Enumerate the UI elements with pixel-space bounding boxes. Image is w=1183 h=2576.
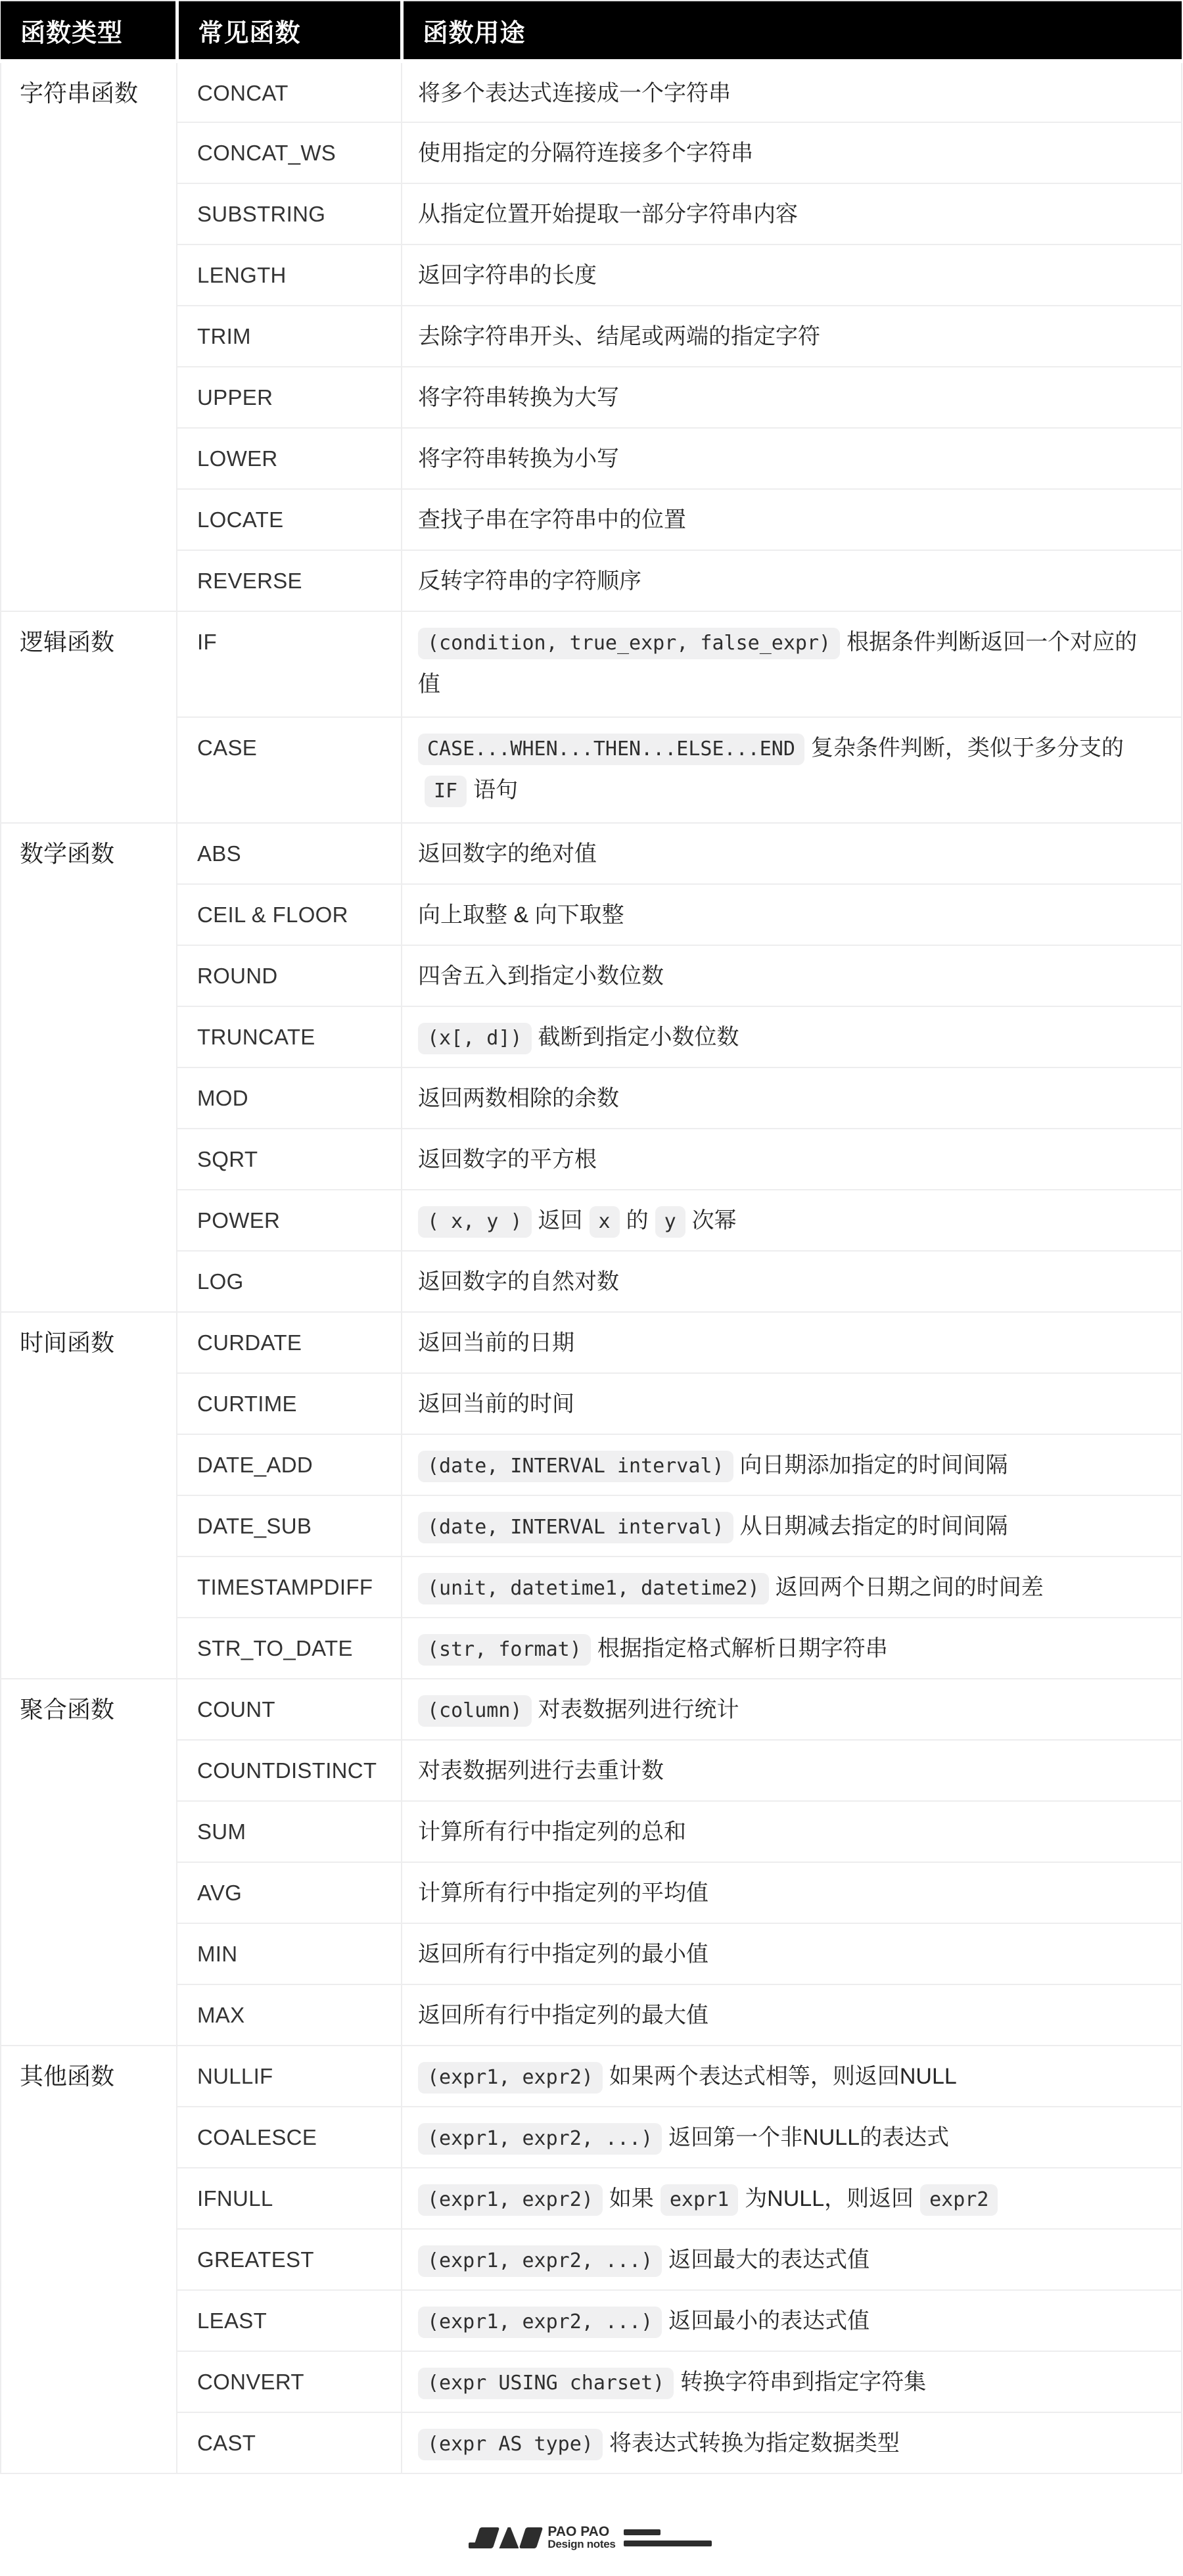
function-name-cell: CONCAT	[177, 61, 402, 122]
code-chip: (expr USING charset)	[418, 2368, 674, 2399]
usage-cell	[402, 1862, 1182, 1923]
code-chip: (unit, datetime1, datetime2)	[418, 1573, 769, 1604]
code-chip: (expr AS type)	[418, 2429, 603, 2460]
table-row	[1, 1434, 1182, 1495]
table-row	[1, 2290, 1182, 2351]
usage-cell	[402, 2046, 1182, 2107]
function-name-cell: CONVERT	[177, 2351, 402, 2412]
function-name-cell: ROUND	[177, 945, 402, 1006]
usage-text: 反转字符串的字符顺序	[418, 569, 641, 594]
usage-cell	[402, 1190, 1182, 1251]
function-name-cell: MIN	[177, 1923, 402, 1984]
usage-cell	[402, 428, 1182, 489]
usage-text: 返回所有行中指定列的最大值	[418, 2003, 708, 2028]
usage-text: 转换字符串到指定字符集	[680, 2370, 927, 2395]
usage-cell	[402, 717, 1182, 823]
usage-text: 返回数字的自然对数	[418, 1269, 619, 1294]
usage-text: 返回字符串的长度	[418, 263, 597, 288]
table-row	[1, 1679, 1182, 1740]
table-row	[1, 489, 1182, 550]
table-row	[1, 1495, 1182, 1557]
function-name-cell: COALESCE	[177, 2107, 402, 2168]
usage-cell	[402, 1801, 1182, 1862]
table-row	[1, 884, 1182, 945]
logo-marks-icon	[471, 2527, 540, 2548]
code-chip: (x[, d])	[418, 1023, 532, 1054]
table-body	[1, 61, 1182, 2473]
usage-text: 返回第一个非NULL的表达式	[668, 2125, 950, 2150]
table-row	[1, 1984, 1182, 2046]
usage-cell	[402, 1373, 1182, 1434]
usage-text: 根据指定格式解析日期字符串	[597, 1636, 888, 1661]
usage-text: 返回最大的表达式值	[668, 2247, 870, 2272]
table-row	[1, 1618, 1182, 1679]
function-name-cell: POWER	[177, 1190, 402, 1251]
function-name-cell: STR_TO_DATE	[177, 1618, 402, 1679]
usage-cell	[402, 367, 1182, 428]
table-row	[1, 611, 1182, 717]
function-name-cell: NULLIF	[177, 2046, 402, 2107]
table-row	[1, 61, 1182, 122]
usage-cell	[402, 1251, 1182, 1312]
code-chip: (date, INTERVAL interval)	[418, 1451, 733, 1482]
function-name-cell: MOD	[177, 1067, 402, 1129]
function-name-cell: UPPER	[177, 367, 402, 428]
code-chip: x	[590, 1206, 620, 1238]
category-cell: 逻辑函数	[1, 611, 177, 823]
usage-cell	[402, 122, 1182, 183]
function-name-cell: DATE_SUB	[177, 1495, 402, 1557]
usage-text: 返回两数相除的余数	[418, 1086, 619, 1111]
usage-text: 返回数字的绝对值	[418, 841, 597, 866]
table-row	[1, 1373, 1182, 1434]
usage-cell	[402, 1679, 1182, 1740]
usage-text: 的	[626, 1208, 649, 1233]
logo-shape-3-icon	[519, 2527, 543, 2548]
usage-text: 复杂条件判断，类似于多分支的	[810, 736, 1124, 761]
table-row	[1, 1801, 1182, 1862]
function-name-cell: CASE	[177, 717, 402, 823]
function-name-cell: MAX	[177, 1984, 402, 2046]
usage-text: 根据条件判断返回一个对应的值	[418, 630, 1138, 697]
table-row	[1, 1067, 1182, 1129]
category-cell: 时间函数	[1, 1312, 177, 1679]
function-name-cell: LENGTH	[177, 245, 402, 306]
usage-cell	[402, 183, 1182, 245]
usage-cell	[402, 1923, 1182, 1984]
usage-cell	[402, 2107, 1182, 2168]
code-chip: (str, format)	[418, 1634, 591, 1666]
usage-cell	[402, 1312, 1182, 1373]
usage-text: 从指定位置开始提取一部分字符串内容	[418, 202, 798, 227]
function-name-cell: IF	[177, 611, 402, 717]
table-row	[1, 2168, 1182, 2229]
usage-text: 返回当前的日期	[418, 1330, 574, 1355]
usage-text: 返回所有行中指定列的最小值	[418, 1942, 708, 1967]
usage-cell	[402, 2351, 1182, 2412]
usage-text: 从日期减去指定的时间间隔	[739, 1514, 1008, 1539]
function-name-cell: LEAST	[177, 2290, 402, 2351]
table-row	[1, 428, 1182, 489]
function-name-cell: TRUNCATE	[177, 1006, 402, 1067]
code-chip: ( x, y )	[418, 1206, 532, 1238]
header-row	[1, 1, 1182, 61]
table-row	[1, 1740, 1182, 1801]
function-name-cell: CEIL & FLOOR	[177, 884, 402, 945]
code-chip: (expr1, expr2, ...)	[418, 2245, 662, 2277]
code-chip: (expr1, expr2)	[418, 2184, 603, 2216]
usage-cell	[402, 1495, 1182, 1557]
code-chip: (condition, true_expr, false_expr)	[418, 628, 840, 659]
function-name-cell: TRIM	[177, 306, 402, 367]
table-row	[1, 2229, 1182, 2290]
table-row	[1, 1006, 1182, 1067]
usage-text: 计算所有行中指定列的平均值	[418, 1881, 708, 1906]
usage-text: 返回数字的平方根	[418, 1147, 597, 1172]
table-row	[1, 183, 1182, 245]
usage-cell	[402, 823, 1182, 884]
brand-text	[547, 2524, 616, 2550]
table-row	[1, 1557, 1182, 1618]
usage-text: 截断到指定小数位数	[538, 1025, 739, 1050]
usage-text: 去除字符串开头、结尾或两端的指定字符	[418, 324, 820, 349]
function-name-cell: LOCATE	[177, 489, 402, 550]
table-row	[1, 1129, 1182, 1190]
column-header-0: 函数类型	[1, 1, 177, 61]
usage-text: 四舍五入到指定小数位数	[418, 964, 664, 989]
code-chip: expr2	[920, 2184, 998, 2216]
usage-cell	[402, 2412, 1182, 2473]
table-row	[1, 823, 1182, 884]
footer	[0, 2524, 1183, 2550]
table-row	[1, 1251, 1182, 1312]
table-row	[1, 1923, 1182, 1984]
brand-subtitle: Design notes	[547, 2538, 616, 2550]
usage-cell	[402, 245, 1182, 306]
category-cell: 数学函数	[1, 823, 177, 1312]
logo-bar-long	[624, 2541, 712, 2546]
logo-shape-1-icon	[476, 2527, 496, 2548]
function-name-cell: ABS	[177, 823, 402, 884]
usage-text: 返回	[538, 1208, 583, 1233]
usage-cell	[402, 550, 1182, 611]
usage-cell	[402, 1984, 1182, 2046]
usage-text: 对表数据列进行去重计数	[418, 1758, 664, 1783]
code-chip: (date, INTERVAL interval)	[418, 1512, 733, 1543]
logo-bar-short	[624, 2529, 661, 2535]
usage-text: 次幂	[691, 1208, 737, 1233]
column-header-1: 常见函数	[177, 1, 402, 61]
table-row	[1, 2412, 1182, 2473]
usage-cell	[402, 1434, 1182, 1495]
function-name-cell: CURTIME	[177, 1373, 402, 1434]
function-name-cell: GREATEST	[177, 2229, 402, 2290]
usage-cell	[402, 306, 1182, 367]
table-row	[1, 245, 1182, 306]
brand-name: PAO PAO	[547, 2524, 610, 2539]
usage-cell	[402, 1067, 1182, 1129]
function-name-cell: COUNTDISTINCT	[177, 1740, 402, 1801]
usage-text: 使用指定的分隔符连接多个字符串	[418, 141, 753, 166]
code-chip: IF	[425, 776, 467, 807]
usage-cell	[402, 1557, 1182, 1618]
usage-cell	[402, 61, 1182, 122]
function-name-cell: LOG	[177, 1251, 402, 1312]
usage-cell	[402, 1618, 1182, 1679]
usage-cell	[402, 611, 1182, 717]
usage-cell	[402, 2168, 1182, 2229]
usage-text: 返回两个日期之间的时间差	[775, 1575, 1044, 1600]
table-header	[1, 1, 1182, 61]
category-cell: 其他函数	[1, 2046, 177, 2473]
logo-shape-2-icon	[499, 2527, 519, 2548]
usage-text: 将多个表达式连接成一个字符串	[418, 81, 731, 106]
code-chip: expr1	[661, 2184, 738, 2216]
function-name-cell: CONCAT_WS	[177, 122, 402, 183]
function-name-cell: COUNT	[177, 1679, 402, 1740]
function-name-cell: IFNULL	[177, 2168, 402, 2229]
table-row	[1, 2107, 1182, 2168]
code-chip: y	[655, 1206, 685, 1238]
usage-text: 对表数据列进行统计	[538, 1697, 739, 1722]
paopao-logo	[471, 2524, 711, 2550]
usage-text: 返回当前的时间	[418, 1392, 574, 1417]
usage-text: 如果两个表达式相等，则返回NULL	[609, 2064, 957, 2089]
table-row	[1, 945, 1182, 1006]
function-name-cell: DATE_ADD	[177, 1434, 402, 1495]
function-name-cell: SUM	[177, 1801, 402, 1862]
function-name-cell: LOWER	[177, 428, 402, 489]
function-name-cell: SQRT	[177, 1129, 402, 1190]
table-row	[1, 550, 1182, 611]
usage-cell	[402, 1129, 1182, 1190]
table-row	[1, 122, 1182, 183]
column-header-2: 函数用途	[402, 1, 1182, 61]
usage-cell	[402, 2229, 1182, 2290]
usage-text: 如果	[609, 2186, 654, 2211]
code-chip: CASE...WHEN...THEN...ELSE...END	[418, 734, 804, 765]
usage-cell	[402, 489, 1182, 550]
usage-text: 计算所有行中指定列的总和	[418, 1819, 686, 1844]
code-chip: (expr1, expr2, ...)	[418, 2307, 662, 2338]
table-row	[1, 717, 1182, 823]
function-name-cell: CAST	[177, 2412, 402, 2473]
logo-bars-icon	[624, 2529, 712, 2546]
table-row	[1, 1312, 1182, 1373]
usage-text: 向日期添加指定的时间间隔	[739, 1453, 1008, 1478]
function-name-cell: CURDATE	[177, 1312, 402, 1373]
usage-cell	[402, 945, 1182, 1006]
table-row	[1, 1862, 1182, 1923]
table-row	[1, 2046, 1182, 2107]
table-row	[1, 1190, 1182, 1251]
usage-cell	[402, 1740, 1182, 1801]
usage-cell	[402, 2290, 1182, 2351]
usage-text: 查找子串在字符串中的位置	[418, 507, 686, 532]
function-name-cell: REVERSE	[177, 550, 402, 611]
function-name-cell: AVG	[177, 1862, 402, 1923]
table-row	[1, 2351, 1182, 2412]
table-row	[1, 306, 1182, 367]
function-name-cell: TIMESTAMPDIFF	[177, 1557, 402, 1618]
usage-text: 返回最小的表达式值	[668, 2308, 870, 2333]
usage-text: 为NULL，则返回	[745, 2186, 914, 2211]
usage-text: 将字符串转换为大写	[418, 385, 619, 410]
code-chip: (expr1, expr2)	[418, 2062, 603, 2094]
category-cell: 聚合函数	[1, 1679, 177, 2046]
usage-text: 向上取整 & 向下取整	[418, 902, 624, 927]
usage-cell	[402, 1006, 1182, 1067]
usage-text: 将表达式转换为指定数据类型	[609, 2431, 900, 2456]
function-name-cell: SUBSTRING	[177, 183, 402, 245]
usage-text: 将字符串转换为小写	[418, 446, 619, 471]
table-row	[1, 367, 1182, 428]
category-cell: 字符串函数	[1, 61, 177, 611]
code-chip: (column)	[418, 1695, 532, 1727]
code-chip: (expr1, expr2, ...)	[418, 2123, 662, 2155]
usage-text: 语句	[473, 778, 519, 803]
usage-cell	[402, 884, 1182, 945]
